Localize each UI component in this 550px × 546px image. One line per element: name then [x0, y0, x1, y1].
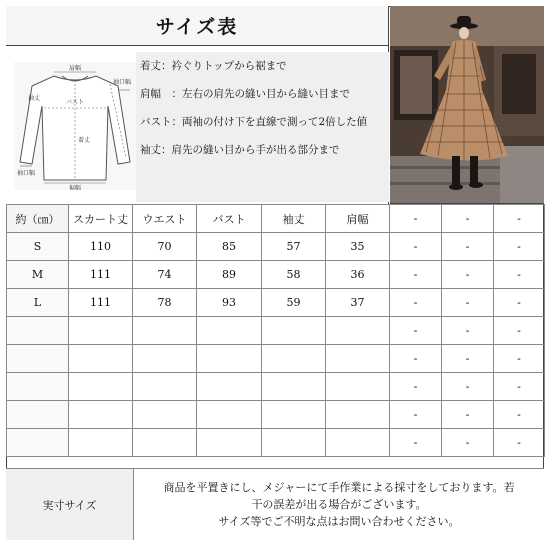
table-cell: - — [442, 401, 494, 429]
table-cell: 85 — [197, 233, 262, 261]
size-footer — [6, 468, 544, 540]
table-row — [7, 261, 545, 289]
table-header-cell: - — [442, 205, 494, 233]
table-cell — [326, 429, 390, 457]
table-cell: - — [442, 317, 494, 345]
size-label-cell: S — [7, 233, 69, 261]
table-cell — [326, 345, 390, 373]
table-cell — [262, 373, 326, 401]
table-header-cell: バスト — [197, 205, 262, 233]
table-header-cell: - — [494, 205, 545, 233]
table-row — [7, 429, 545, 457]
disclaimer-line: サイズ等でご不明な点はお問い合わせください。 — [218, 515, 460, 528]
size-label-cell: L — [7, 289, 69, 317]
disclaimer-line: 干の誤差が出る場合がございます。 — [251, 498, 427, 511]
measurement-info — [6, 46, 389, 204]
table-cell — [69, 401, 133, 429]
footer-label — [6, 468, 134, 540]
table-cell: 111 — [69, 261, 133, 289]
table-cell: - — [390, 429, 442, 457]
size-label-cell — [7, 429, 69, 457]
table-cell — [133, 401, 197, 429]
table-cell: 89 — [197, 261, 262, 289]
table-cell: - — [390, 373, 442, 401]
measurement-notes — [136, 52, 389, 202]
table-cell: - — [494, 261, 545, 289]
table-cell: - — [494, 345, 545, 373]
table-cell: - — [494, 233, 545, 261]
table-cell — [262, 429, 326, 457]
table-header-cell: スカート丈 — [69, 205, 133, 233]
actual-size-label: 実寸サイズ — [42, 498, 97, 512]
table-cell: 59 — [262, 289, 326, 317]
table-cell — [133, 429, 197, 457]
size-label-cell — [7, 401, 69, 429]
table-cell — [69, 373, 133, 401]
table-cell: - — [442, 233, 494, 261]
label-length: 着丈 — [77, 137, 91, 144]
table-row — [7, 233, 545, 261]
label-sleeve-opening: 袖口幅 — [112, 79, 132, 86]
note-sleeve: 袖丈：肩先の縫い目から手が出る部分まで — [140, 144, 340, 156]
size-label-cell — [7, 345, 69, 373]
table-row — [7, 345, 545, 373]
label-shoulder: 肩幅 — [68, 65, 82, 72]
table-cell: - — [494, 373, 545, 401]
table-cell: - — [494, 317, 545, 345]
table-header-cell: 袖丈 — [262, 205, 326, 233]
table-row — [7, 373, 545, 401]
table-cell: 70 — [133, 233, 197, 261]
table-cell — [133, 345, 197, 373]
table-cell — [197, 345, 262, 373]
table-cell — [262, 317, 326, 345]
table-cell: - — [442, 345, 494, 373]
label-sleeve-length: 袖丈 — [27, 95, 41, 102]
table-cell: 58 — [262, 261, 326, 289]
note-bust: バスト：両袖の付け下を直線で測って2倍した値 — [140, 116, 368, 128]
label-hem-opening: 袖口幅 — [16, 170, 36, 177]
table-header-cell: - — [390, 205, 442, 233]
table-cell — [197, 373, 262, 401]
label-bust: バスト — [65, 99, 85, 106]
size-chart-title — [6, 6, 389, 46]
table-cell: 74 — [133, 261, 197, 289]
model-photo — [390, 6, 544, 204]
table-cell: - — [442, 261, 494, 289]
table-cell: - — [494, 289, 545, 317]
table-cell — [197, 401, 262, 429]
table-cell: - — [494, 401, 545, 429]
table-cell: 37 — [326, 289, 390, 317]
table-header-row — [7, 205, 545, 233]
table-cell: - — [390, 289, 442, 317]
table-cell — [69, 345, 133, 373]
table-row — [7, 401, 545, 429]
table-cell: 111 — [69, 289, 133, 317]
table-cell: - — [390, 261, 442, 289]
table-cell: 78 — [133, 289, 197, 317]
table-cell: 36 — [326, 261, 390, 289]
table-cell — [69, 317, 133, 345]
table-cell: - — [390, 401, 442, 429]
label-hem-width: 裾幅 — [68, 185, 82, 190]
size-label-cell: M — [7, 261, 69, 289]
disclaimer-line: 商品を平置きにし、メジャーにて手作業による採寸をしております。若 — [163, 481, 515, 494]
table-cell — [69, 429, 133, 457]
table-header-cell: 約（㎝） — [7, 205, 69, 233]
table-cell — [326, 317, 390, 345]
size-label-cell — [7, 373, 69, 401]
table-cell — [197, 429, 262, 457]
table-cell: - — [390, 345, 442, 373]
table-cell: 110 — [69, 233, 133, 261]
table-cell: - — [390, 317, 442, 345]
size-label-cell — [7, 317, 69, 345]
table-cell — [197, 317, 262, 345]
table-cell: - — [442, 289, 494, 317]
size-table — [6, 204, 545, 457]
table-cell: 93 — [197, 289, 262, 317]
table-cell — [262, 401, 326, 429]
note-shoulder: 肩幅 ：左右の肩先の縫い目から縫い目まで — [140, 88, 350, 100]
table-row — [7, 289, 545, 317]
table-cell: 57 — [262, 233, 326, 261]
table-cell — [133, 317, 197, 345]
garment-outline-icon — [14, 62, 136, 190]
table-row — [7, 317, 545, 345]
garment-measurement-diagram — [14, 62, 136, 190]
table-header-cell: ウエスト — [133, 205, 197, 233]
table-cell — [262, 345, 326, 373]
table-cell: - — [442, 373, 494, 401]
table-cell — [326, 401, 390, 429]
table-cell — [133, 373, 197, 401]
table-cell: - — [442, 429, 494, 457]
measurement-disclaimer — [134, 468, 544, 540]
table-cell: - — [390, 233, 442, 261]
table-cell — [326, 373, 390, 401]
table-cell: 35 — [326, 233, 390, 261]
note-length: 着丈：衿ぐりトップから裾まで — [140, 60, 287, 72]
table-header-cell: 肩幅 — [326, 205, 390, 233]
title-text: サイズ表 — [155, 16, 239, 38]
table-cell: - — [494, 429, 545, 457]
